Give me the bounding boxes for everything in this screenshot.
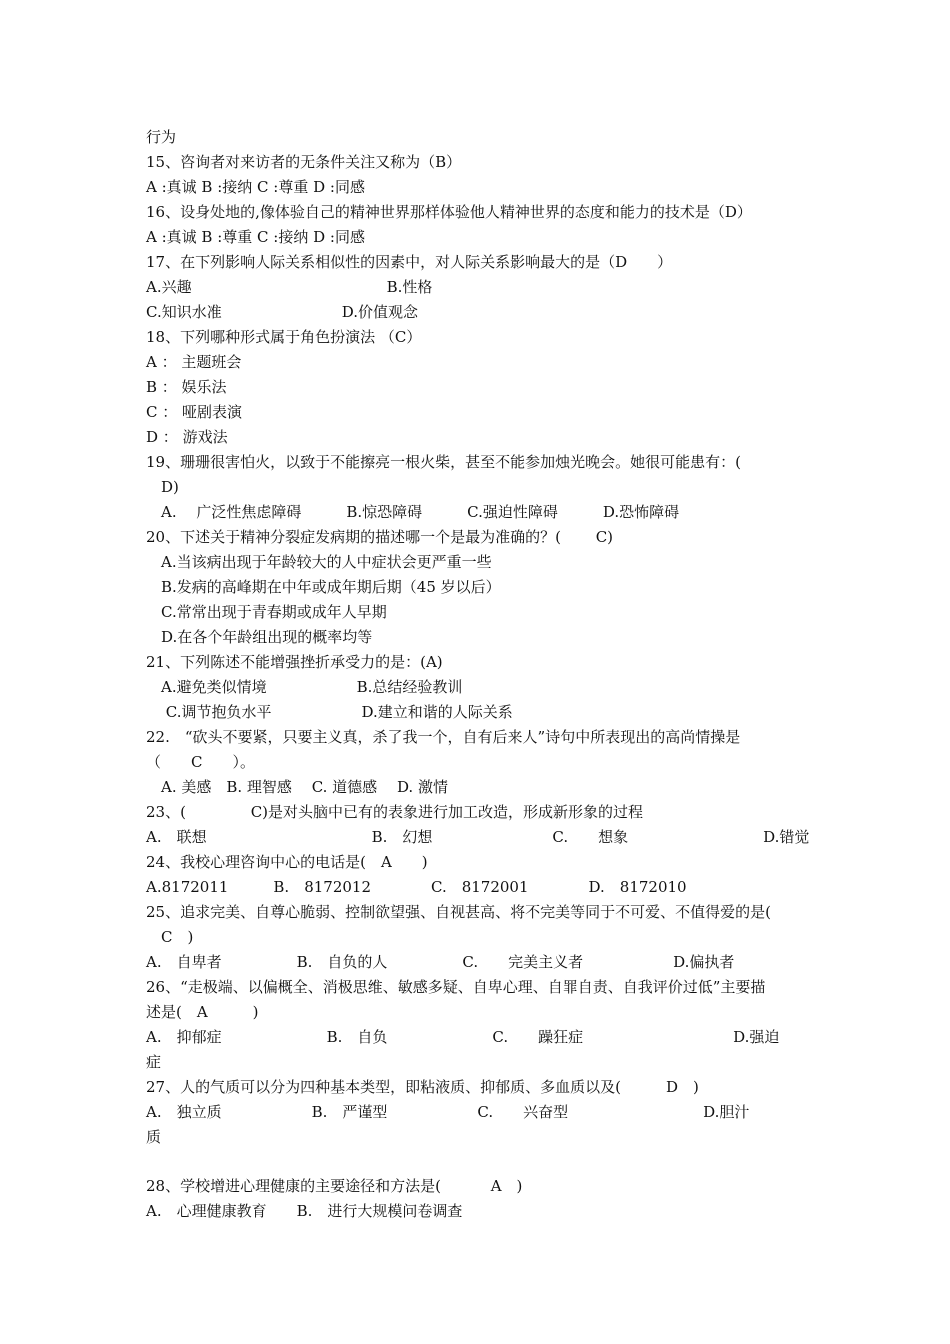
question-25-answer: C ) xyxy=(146,928,194,946)
question-21: 21、下列陈述不能增强挫折承受力的是：(A) xyxy=(146,653,443,671)
question-20-option: B.发病的高峰期在中年或成年期后期（45 岁以后） xyxy=(146,578,501,596)
question-25: 25、追求完美、自尊心脆弱、控制欲望强、自视甚高、将不完美等同于不可爱、不值得爱的是( xyxy=(146,903,771,921)
question-23: 23、( C)是对头脑中已有的表象进行加工改造，形成新形象的过程 xyxy=(146,803,644,821)
question-20-option: A.当该病出现于年龄较大的人中症状会更严重一些 xyxy=(146,553,492,571)
question-19-answer: D) xyxy=(146,478,179,496)
question-17-options: C.知识水准 D.价值观念 xyxy=(146,303,418,321)
question-22-options: A. 美感 B. 理智感 C. 道德感 D. 激情 xyxy=(146,778,448,796)
question-16: 16、设身处地的,像体验自己的精神世界那样体验他人精神世界的态度和能力的技术是（D） xyxy=(146,203,752,221)
question-20: 20、下述关于精神分裂症发病期的描述哪一个是最为准确的？( C) xyxy=(146,528,614,546)
question-28-options: A. 心理健康教育 B. 进行大规模问卷调查 xyxy=(146,1202,463,1220)
question-24-options: A.8172011 B. 8172012 C. 8172001 D. 8172010 xyxy=(146,878,687,896)
question-15: 15、咨询者对来访者的无条件关注又称为（B） xyxy=(146,153,462,171)
question-18-option: D ： 游戏法 xyxy=(146,428,228,446)
question-26-options: A. 抑郁症 B. 自负 C. 躁狂症 D.强迫 xyxy=(146,1028,780,1046)
question-21-options: A.避免类似情境 B.总结经验教训 xyxy=(146,678,463,696)
question-26-options-continued: 症 xyxy=(146,1053,162,1071)
question-22: 22. “砍头不要紧，只要主义真，杀了我一个，自有后来人”诗句中所表现出的高尚情操是 xyxy=(146,728,741,746)
question-17-options: A.兴趣 B.性格 xyxy=(146,278,433,296)
question-27: 27、人的气质可以分为四种基本类型，即粘液质、抑郁质、多血质以及( D ) xyxy=(146,1078,699,1096)
question-17: 17、在下列影响人际关系相似性的因素中，对人际关系影响最大的是（D ） xyxy=(146,253,673,271)
question-18-option: B ： 娱乐法 xyxy=(146,378,227,396)
question-21-options: C.调节抱负水平 D.建立和谐的人际关系 xyxy=(146,703,513,721)
text-line: 行为 xyxy=(146,128,177,146)
question-28: 28、学校增进心理健康的主要途径和方法是( A ) xyxy=(146,1177,523,1195)
question-15-options: A :真诚 B :接纳 C :尊重 D :同感 xyxy=(146,178,365,196)
question-18-option: A ： 主题班会 xyxy=(146,353,242,371)
question-19-options: A. 广泛性焦虑障碍 B.惊恐障碍 C.强迫性障碍 D.恐怖障碍 xyxy=(146,503,680,521)
question-23-options: A. 联想 B. 幻想 C. 想象 D.错觉 xyxy=(146,828,810,846)
question-27-options: A. 独立质 B. 严谨型 C. 兴奋型 D.胆汁 xyxy=(146,1103,750,1121)
question-25-options: A. 自卑者 B. 自负的人 C. 完美主义者 D.偏执者 xyxy=(146,953,735,971)
question-18: 18、下列哪种形式属于角色扮演法 （C） xyxy=(146,328,422,346)
question-27-options-continued: 质 xyxy=(146,1128,162,1146)
question-26-continued: 述是( A ) xyxy=(146,1003,259,1021)
question-16-options: A :真诚 B :尊重 C :接纳 D :同感 xyxy=(146,228,365,246)
question-22-answer: （ C ）。 xyxy=(146,753,255,771)
question-18-option: C ： 哑剧表演 xyxy=(146,403,243,421)
question-26: 26、“走极端、以偏概全、消极思维、敏感多疑、自卑心理、自罪自责、自我评价过低”主要描 xyxy=(146,978,766,996)
question-24: 24、我校心理咨询中心的电话是( A ) xyxy=(146,853,428,871)
question-19: 19、珊珊很害怕火，以致于不能擦亮一根火柴，甚至不能参加烛光晚会。她很可能患有：( xyxy=(146,453,741,471)
question-20-option: D.在各个年龄组出现的概率均等 xyxy=(146,628,373,646)
question-20-option: C.常常出现于青春期或成年人早期 xyxy=(146,603,387,621)
